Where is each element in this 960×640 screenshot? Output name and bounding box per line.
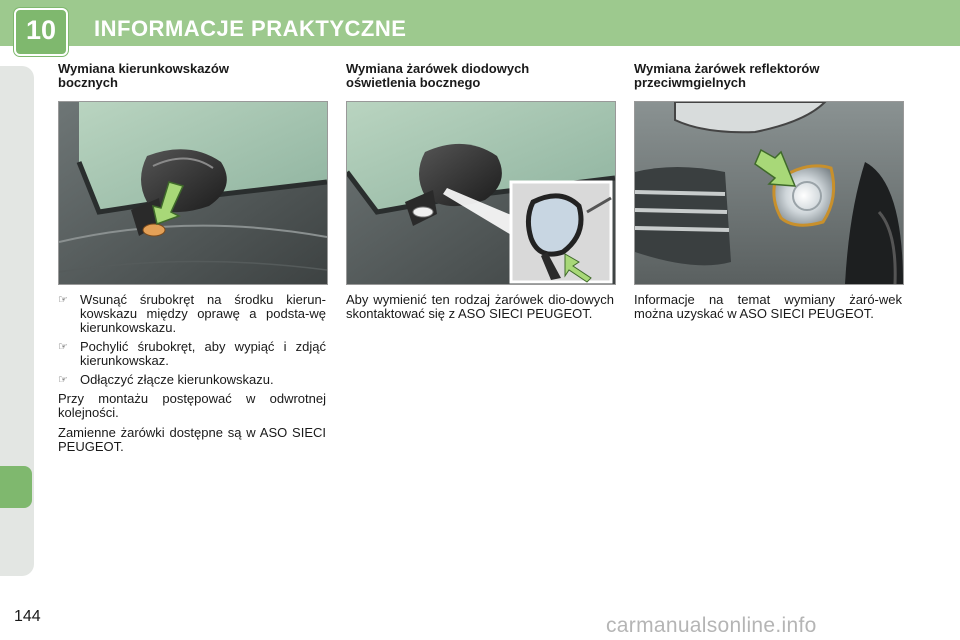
col3-text: Informacje na temat wymiany żaró-wek można uzyskać w ASO SIECI PEUGEOT. — [634, 292, 902, 321]
photo-fog-light — [634, 101, 904, 285]
list-item-text: Pochylić śrubokręt, aby wypiąć i zdjąć kierunkowskaz. — [80, 339, 326, 368]
list-item-text: Odłączyć złącze kierunkowskazu. — [80, 372, 274, 387]
list-item — [58, 340, 326, 368]
heading-side-indicators: Wymiana kierunkowskazów bocznych — [58, 61, 229, 90]
pointing-hand-icon: ☞ — [58, 374, 68, 386]
list-item-text: Wsunąć śrubokręt na środku kierun-kowskazu między oprawę a podsta-wę kierunkowskazu. — [80, 292, 326, 335]
photo-led-side-light — [346, 101, 616, 285]
pointing-hand-icon: ☞ — [58, 341, 68, 353]
chapter-badge — [14, 8, 68, 56]
heading-led-side-lights: Wymiana żarówek diodowych oświetlenia bocznego — [346, 61, 530, 90]
list-item — [58, 373, 326, 387]
photo-side-indicator — [58, 101, 328, 285]
heading-fog-lights: Wymiana żarówek reflektorów przeciwmgielnych — [634, 61, 820, 90]
chapter-side-tab — [0, 466, 32, 508]
watermark: carmanualsonline.info — [606, 614, 817, 637]
page-title: INFORMACJE PRAKTYCZNE — [94, 16, 407, 41]
paragraph-replacement-bulbs: Zamienne żarówki dostępne są w ASO SIECI PEUGEOT. — [58, 425, 326, 454]
pointing-hand-icon: ☞ — [58, 294, 68, 306]
chapter-number: 10 — [25, 15, 57, 45]
col2-text: Aby wymienić ten rodzaj żarówek dio-dowych skontaktować się z ASO SIECI PEUGEOT. — [346, 292, 614, 321]
paragraph-reassembly: Przy montażu postępować w odwrotnej kolejności. — [58, 391, 326, 420]
col1-text — [58, 293, 326, 460]
list-item — [58, 293, 326, 335]
page-number: 144 — [14, 608, 41, 625]
